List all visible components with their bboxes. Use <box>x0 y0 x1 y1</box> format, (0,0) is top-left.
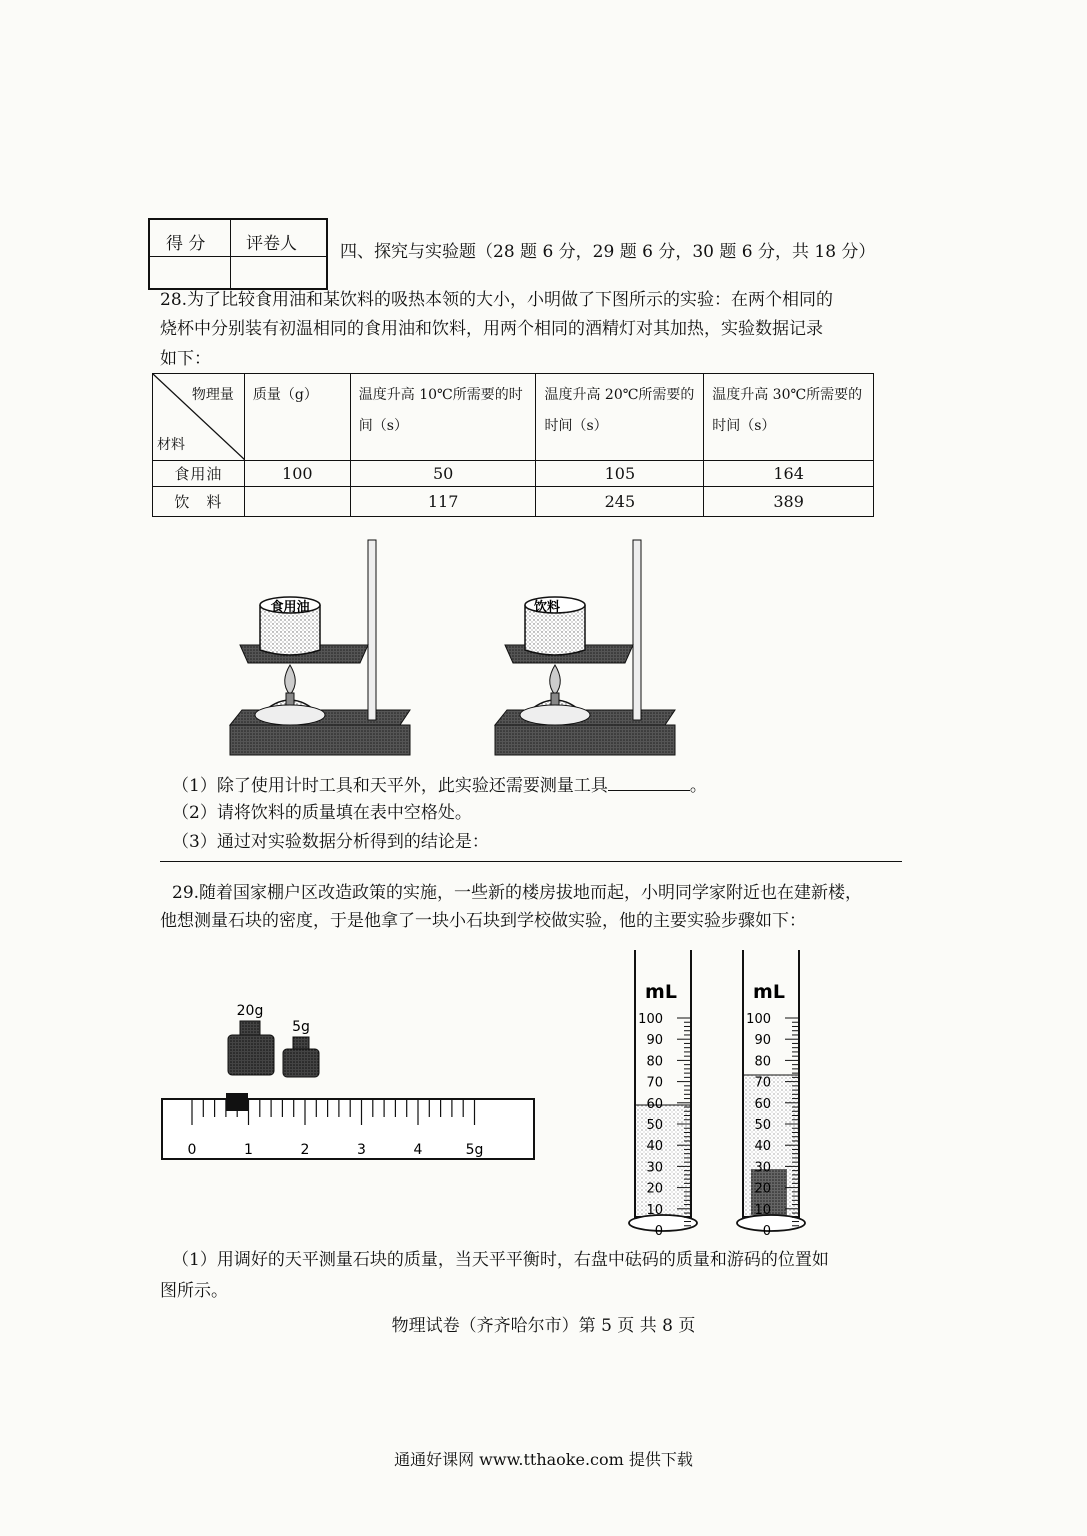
q28-sub1-end: 。 <box>689 776 707 796</box>
q28-sub1 <box>172 776 707 795</box>
table-row <box>153 461 874 487</box>
cylinder-mark-label: 30 <box>754 1160 771 1176</box>
page-footer: 物理试卷（齐齐哈尔市）第 5 页 共 8 页 <box>391 1316 696 1336</box>
corner-bottom-label: 材料 <box>157 437 185 453</box>
header-t20: 温度升高 20℃所需要的时间（s） <box>544 387 695 434</box>
q28-sub1-text: （1）除了使用计时工具和天平外，此实验还需要测量工具 <box>172 776 608 796</box>
heating-apparatus-figure <box>220 535 690 765</box>
q29-line2: 他想测量石块的密度，于是他拿了一块小石块到学校做实验，他的主要实验步骤如下： <box>160 911 806 931</box>
cylinder-mark-label: 10 <box>646 1202 663 1218</box>
cylinder-mark-label: 20 <box>646 1181 663 1197</box>
rider <box>226 1093 248 1111</box>
right-beaker-label: 饮料 <box>533 600 561 615</box>
cylinder-mark-label: 90 <box>754 1033 771 1049</box>
corner-top-label: 物理量 <box>191 387 234 403</box>
q29-sub1-line2: 图所示。 <box>160 1281 228 1301</box>
row-t10: 117 <box>350 487 536 517</box>
cylinder-mark-label: 70 <box>754 1075 771 1091</box>
cylinder-mark-label: 90 <box>646 1033 663 1049</box>
cylinder-mark-label: 0 <box>762 1224 771 1235</box>
answer-line-q28 <box>160 861 902 862</box>
site-footer: 通通好课网 www.tthaoke.com 提供下载 <box>394 1450 693 1469</box>
reviewer-label: 评卷人 <box>246 234 297 254</box>
header-t30: 温度升高 30℃所需要的时间（s） <box>712 387 863 434</box>
scale-tick-label: 2 <box>300 1142 310 1158</box>
cylinder-mark-label: 70 <box>646 1075 663 1091</box>
answer-blank <box>608 776 690 791</box>
right-setup <box>495 540 675 755</box>
row-t30: 164 <box>704 461 874 487</box>
q28-sub3: （3）通过对实验数据分析得到的结论是： <box>172 832 489 852</box>
scale-tick-label: 3 <box>357 1142 366 1158</box>
cylinder-mark-label: 30 <box>646 1160 663 1176</box>
cylinder-mark-label: 100 <box>746 1012 771 1027</box>
cylinder-mark-label: 0 <box>654 1224 663 1235</box>
cylinder-unit-label: mL <box>753 981 785 1003</box>
row-mass-blank <box>244 487 350 517</box>
scale-tick-label: 1 <box>244 1142 253 1158</box>
cylinder-mark-label: 100 <box>638 1012 663 1027</box>
q29-line1: 29.随着国家棚户区改造政策的实施，一些新的楼房拔地而起，小明同学家附近也在建新楼， <box>172 883 863 903</box>
balance-figure <box>158 995 538 1165</box>
row-t20: 105 <box>536 461 704 487</box>
row-t10: 50 <box>350 461 536 487</box>
header-mass: 质量（g） <box>252 387 318 403</box>
scale-tick-label: 0 <box>187 1142 197 1158</box>
cylinder-mark-label: 40 <box>754 1139 771 1155</box>
cylinder-mark-label: 80 <box>646 1054 663 1070</box>
row-material: 饮 料 <box>153 487 245 517</box>
header-t10: 温度升高 10℃所需要的时间（s） <box>358 387 523 434</box>
left-setup <box>230 540 410 755</box>
table-corner-cell <box>153 374 245 461</box>
row-material: 食用油 <box>153 461 245 487</box>
table-row <box>153 487 874 517</box>
cylinder-mark-label: 50 <box>646 1118 663 1133</box>
row-t20: 245 <box>536 487 704 517</box>
cylinder-unit-label: mL <box>645 981 677 1003</box>
cylinder-mark-label: 60 <box>754 1096 771 1112</box>
score-box <box>148 218 328 290</box>
cylinder-mark-label: 20 <box>754 1181 771 1197</box>
cylinder-mark-label: 50 <box>754 1118 771 1133</box>
data-table <box>152 373 874 517</box>
scale-tick-label: 4 <box>413 1142 423 1158</box>
q29-sub1-line1: （1）用调好的天平测量石块的质量，当天平平衡时，右盘中砝码的质量和游码的位置如 <box>172 1250 829 1270</box>
cylinder-mark-label: 10 <box>754 1202 771 1218</box>
q28-sub2: （2）请将饮料的质量填在表中空格处。 <box>172 803 472 823</box>
q28-line2: 烧杯中分别装有初温相同的食用油和饮料，用两个相同的酒精灯对其加热，实验数据记录 <box>160 319 823 339</box>
cylinder-mark-label: 40 <box>646 1139 663 1155</box>
cylinder-mark-label: 60 <box>646 1096 663 1112</box>
weight-20g-label: 20g <box>236 1003 264 1019</box>
q28-line1: 28.为了比较食用油和某饮料的吸热本领的大小，小明做了下图所示的实验：在两个相同的 <box>160 290 834 310</box>
row-t30: 389 <box>704 487 874 517</box>
cylinders-figure <box>625 945 810 1235</box>
weight-5g-label: 5g <box>292 1019 310 1035</box>
row-mass: 100 <box>244 461 350 487</box>
q28-line3: 如下： <box>160 349 211 369</box>
left-beaker-label: 食用油 <box>270 600 310 615</box>
scale-tick-label: 5g <box>465 1142 484 1158</box>
weight-20g <box>228 1003 274 1075</box>
cylinder-mark-label: 80 <box>754 1054 771 1070</box>
score-label: 得 分 <box>166 234 206 254</box>
weight-5g <box>283 1019 319 1077</box>
section-title: 四、探究与实验题（28 题 6 分，29 题 6 分，30 题 6 分，共 18 分） <box>340 242 876 262</box>
